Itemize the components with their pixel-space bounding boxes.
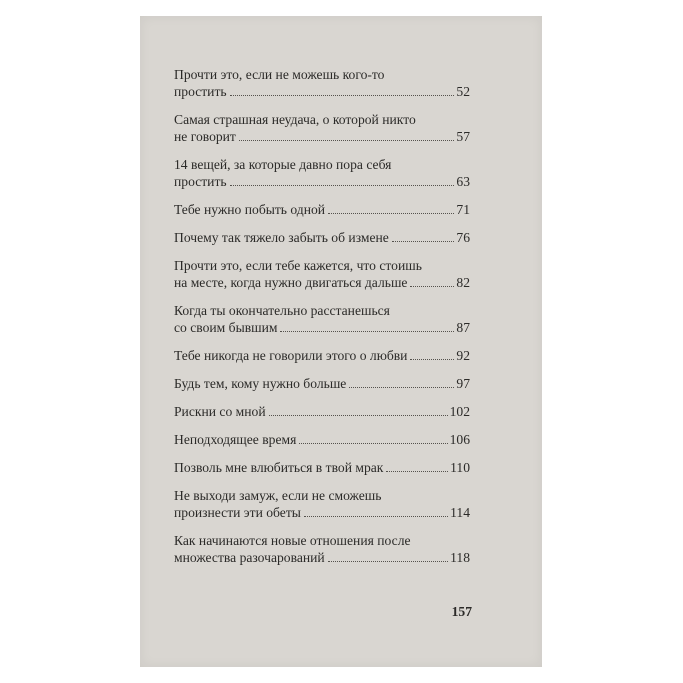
toc-entry-page-number: 76 bbox=[456, 230, 470, 245]
dot-leader bbox=[230, 95, 455, 96]
toc-entry-page-number: 118 bbox=[450, 550, 470, 565]
toc-entry bbox=[174, 66, 470, 100]
toc-entry-title-line: на месте, когда нужно двигаться дальше bbox=[174, 275, 408, 290]
toc-entry-title: Тебе нужно побыть одной bbox=[174, 202, 326, 217]
toc-entry-title-line: простить bbox=[174, 84, 227, 99]
toc-entry bbox=[174, 302, 470, 336]
toc-entry-page-number: 82 bbox=[456, 275, 470, 290]
toc-entry-title-line: 14 вещей, за которые давно пора себя bbox=[174, 157, 392, 172]
toc-entry bbox=[174, 459, 470, 476]
toc-entry-title-line: со своим бывшим bbox=[174, 320, 278, 335]
toc-entry-page-number: 63 bbox=[456, 174, 470, 189]
toc-entry-title-line: простить bbox=[174, 174, 227, 189]
toc-entry-page-number: 92 bbox=[456, 348, 470, 363]
toc-entry-page-number: 110 bbox=[450, 460, 470, 475]
toc-entry-title: Будь тем, кому нужно больше bbox=[174, 376, 347, 391]
toc-entry bbox=[174, 111, 470, 145]
toc-entry-page-number: 102 bbox=[449, 404, 470, 419]
toc-entry-title: Позволь мне влюбиться в твой мрак bbox=[174, 460, 384, 475]
dot-leader bbox=[392, 241, 455, 242]
dot-leader bbox=[299, 443, 447, 444]
dot-leader bbox=[386, 471, 448, 472]
toc-entry-title-line: произнести эти обеты bbox=[174, 505, 301, 520]
dot-leader bbox=[230, 185, 455, 186]
toc-entry-page-number: 52 bbox=[456, 84, 470, 99]
dot-leader bbox=[239, 140, 455, 141]
dot-leader bbox=[328, 213, 454, 214]
toc-entry bbox=[174, 375, 470, 392]
toc-entry bbox=[174, 229, 470, 246]
dot-leader bbox=[410, 359, 454, 360]
dot-leader bbox=[269, 415, 448, 416]
toc-entry bbox=[174, 156, 470, 190]
toc-entry-title: Рискни со мной bbox=[174, 404, 266, 419]
toc-entry-page-number: 57 bbox=[456, 129, 470, 144]
toc-entry bbox=[174, 431, 470, 448]
toc-entry bbox=[174, 487, 470, 521]
dot-leader bbox=[280, 331, 454, 332]
toc-entry bbox=[174, 403, 470, 420]
toc-entry-page-number: 87 bbox=[456, 320, 470, 335]
page-number: 157 bbox=[451, 604, 472, 619]
toc-entry bbox=[174, 201, 470, 218]
dot-leader bbox=[349, 387, 454, 388]
toc-entry-title-line: Не выходи замуж, если не сможешь bbox=[174, 488, 382, 503]
toc-entry bbox=[174, 532, 470, 566]
toc-entry-title: Неподходящее время bbox=[174, 432, 297, 447]
toc-entry-title-line: Когда ты окончательно расстанешься bbox=[174, 303, 390, 318]
dot-leader bbox=[328, 561, 448, 562]
toc-entry-page-number: 114 bbox=[450, 505, 470, 520]
toc-entry-title-line: Прочти это, если тебе кажется, что стоишь bbox=[174, 258, 422, 273]
dot-leader bbox=[304, 516, 448, 517]
toc-entry bbox=[174, 347, 470, 364]
toc-entry-title: Почему так тяжело забыть об измене bbox=[174, 230, 389, 245]
table-of-contents bbox=[174, 66, 470, 577]
toc-entry-title-line: множества разочарований bbox=[174, 550, 325, 565]
toc-entry-title-line: не говорит bbox=[174, 129, 236, 144]
dot-leader bbox=[410, 286, 454, 287]
toc-entry-page-number: 106 bbox=[449, 432, 470, 447]
toc-entry-title-line: Как начинаются новые отношения после bbox=[174, 533, 411, 548]
toc-entry-title-line: Прочти это, если не можешь кого-то bbox=[174, 67, 385, 82]
toc-entry bbox=[174, 257, 470, 291]
toc-entry-title: Тебе никогда не говорили этого о любви bbox=[174, 348, 408, 363]
toc-entry-page-number: 97 bbox=[456, 376, 470, 391]
toc-entry-page-number: 71 bbox=[456, 202, 470, 217]
toc-entry-title-line: Самая страшная неудача, о которой никто bbox=[174, 112, 416, 127]
